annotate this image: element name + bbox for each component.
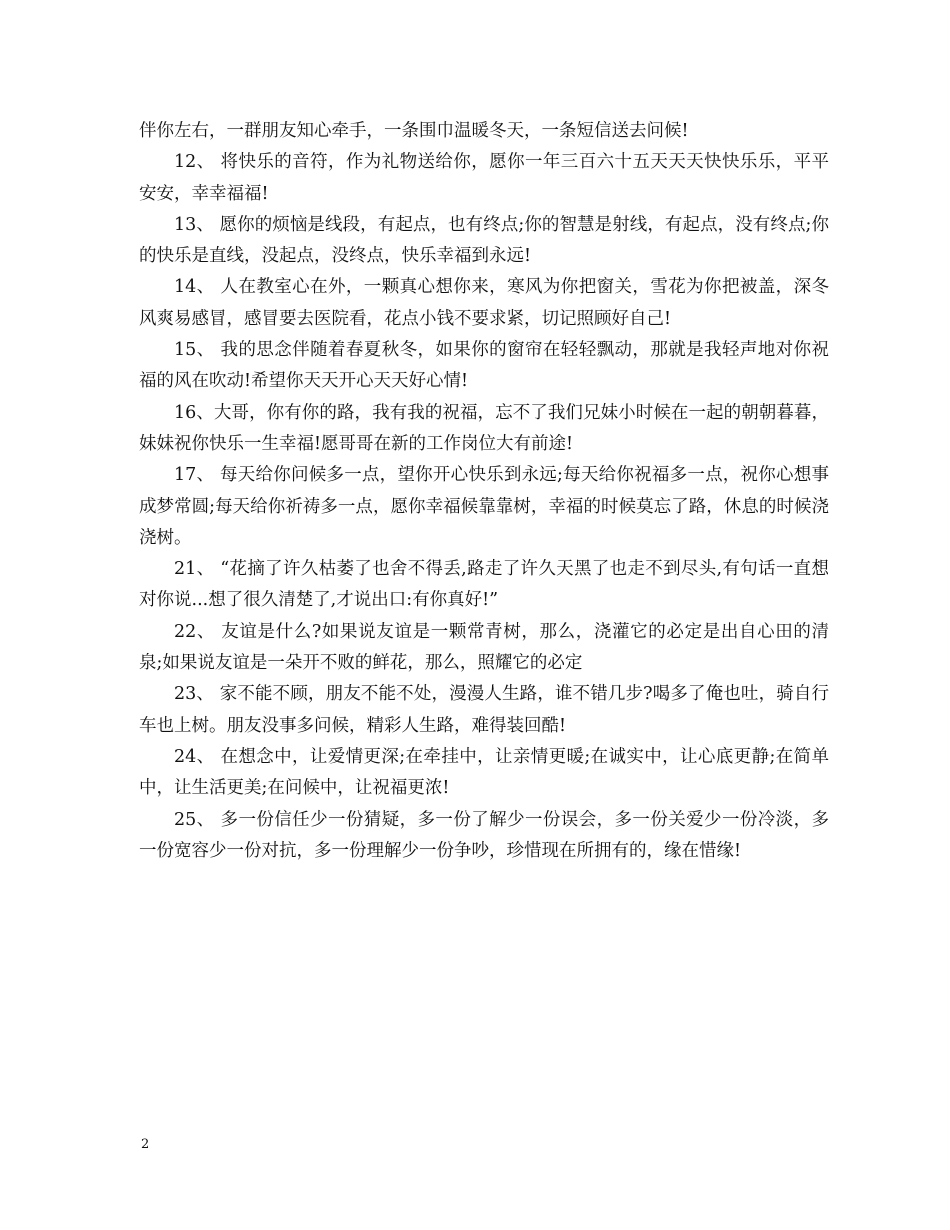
paragraph-24: 24、 在想念中，让爱情更深;在牵挂中，让亲情更暖;在诚实中，让心底更静;在简单中，让生活更美;在问候中，让祝福更浓! <box>139 746 829 799</box>
paragraph-22: 22、 友谊是什么?如果说友谊是一颗常青树，那么，浇灌它的必定是出自心田的清泉;如果说友谊是一朵开不败的鲜花，那么，照耀它的必定 <box>139 621 829 674</box>
paragraph-continued: 伴你左右，一群朋友知心牵手，一条围巾温暖冬天，一条短信送去问候! <box>139 121 689 141</box>
paragraph-25: 25、 多一份信任少一份猜疑，多一份了解少一份误会，多一份关爱少一份冷淡，多一份宽容少一份对抗，多一份理解少一份争吵，珍惜现在所拥有的，缘在惜缘! <box>139 809 829 861</box>
paragraph-21: 21、 “花摘了许久枯萎了也舍不得丢,路走了许久天黑了也走不到尽头,有句话一直想对你说...想了很久清楚了,才说出口:有你真好!” <box>139 559 829 611</box>
paragraph-15: 15、 我的思念伴随着春夏秋冬，如果你的窗帘在轻轻飘动，那就是我轻声地对你祝福的风在吹动!希望你天天开心天天好心情! <box>139 340 829 392</box>
paragraph-16: 16、大哥，你有你的路，我有我的祝福，忘不了我们兄妹小时候在一起的朝朝暮暮，妹妹祝你快乐一生幸福!愿哥哥在新的工作岗位大有前途! <box>139 402 829 454</box>
paragraph-14: 14、 人在教室心在外，一颗真心想你来，寒风为你把窗关，雪花为你把被盖，深冬风爽易感冒，感冒要去医院看，花点小钱不要求紧，切记照顾好自己! <box>139 277 829 329</box>
document-body <box>139 116 829 867</box>
page-number: 2 <box>141 1137 150 1152</box>
paragraph-17: 17、 每天给你问候多一点，望你开心快乐到永远;每天给你祝福多一点，祝你心想事成梦常圆;每天给你祈祷多一点，愿你幸福候靠靠树，幸福的时候莫忘了路，休息的时候浇浇树。 <box>139 465 829 548</box>
paragraph-13: 13、 愿你的烦恼是线段，有起点，也有终点;你的智慧是射线，有起点，没有终点;你的快乐是直线，没起点，没终点，快乐幸福到永远! <box>139 214 829 267</box>
paragraph-23: 23、 家不能不顾，朋友不能不处，漫漫人生路，谁不错几步?喝多了俺也吐，骑自行车也上树。朋友没事多问候，精彩人生路，难得装回酷! <box>139 684 829 736</box>
paragraph-12: 12、 将快乐的音符，作为礼物送给你，愿你一年三百六十五天天天快快乐乐，平平安安，幸幸福福! <box>139 152 829 204</box>
